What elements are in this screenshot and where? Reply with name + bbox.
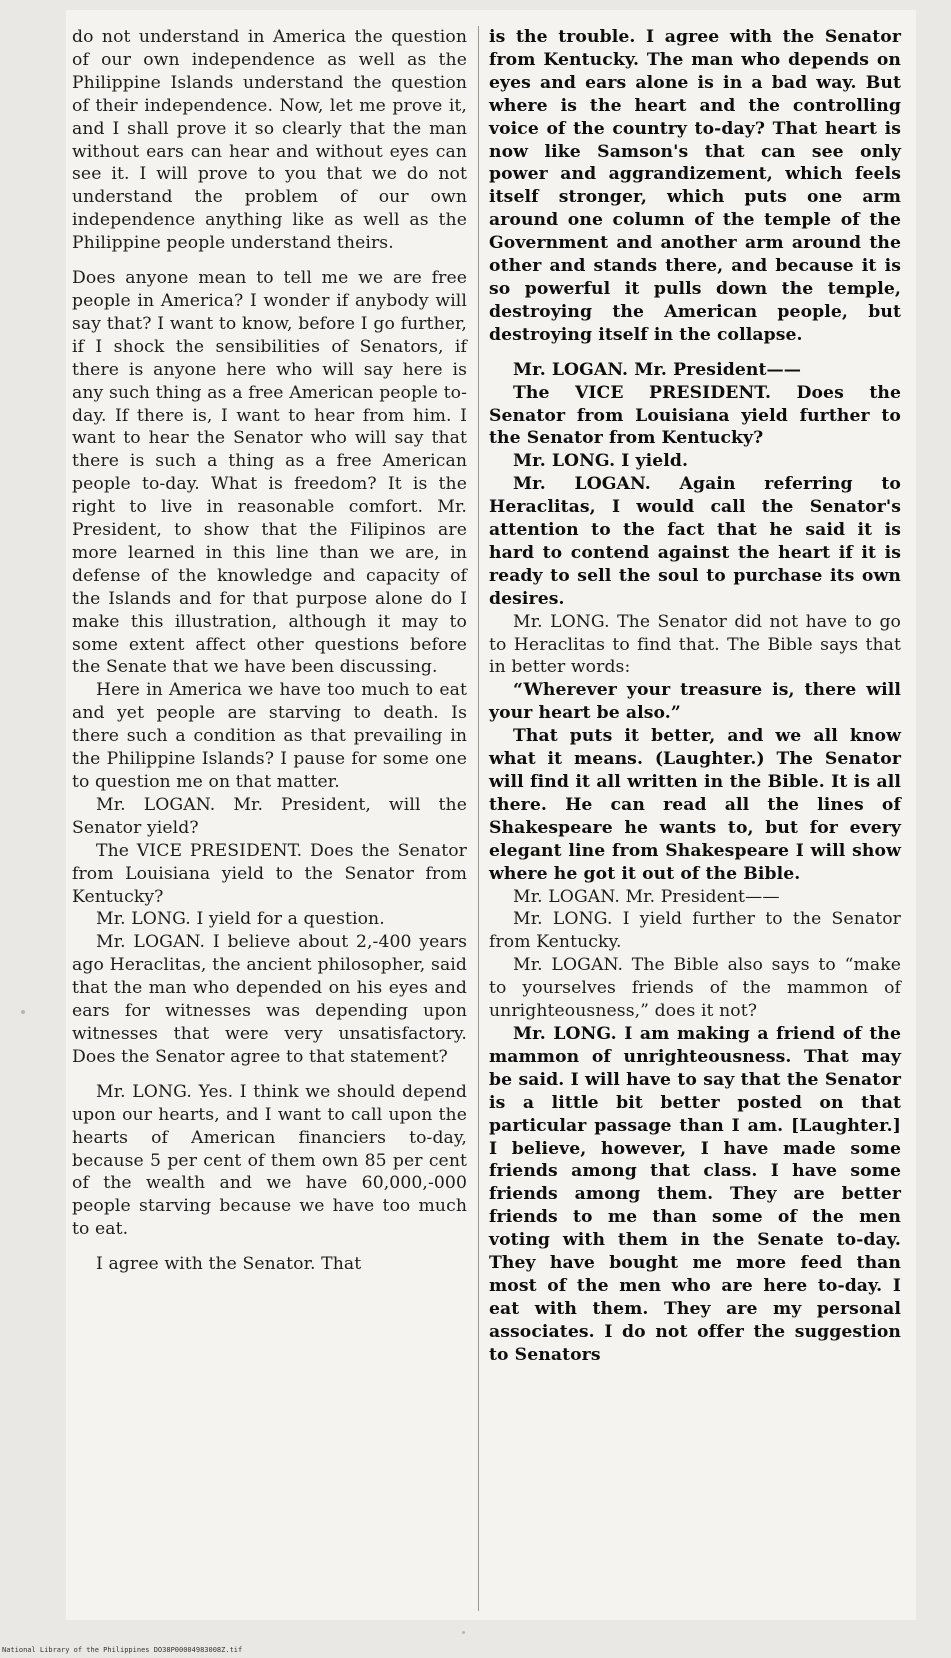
paragraph: Here in America we have too much to eat and yet people are starving to death. Is there such a condition as that prevailing in the Philippine Islands? I pause for some one to question me on that matter. [72,680,467,792]
paragraph: Mr. LONG. Yes. I think we should depend upon our hearts, and I want to call upon the hearts of American financiers to-day, because 5 per cent of them own 85 per cent of the wealth and we have 60,000,-000 people starving because we have too much to eat. [72,1081,467,1240]
newspaper-clipping [66,10,916,1620]
paragraph: Mr. LONG. I yield further to the Senator from Kentucky. [489,909,901,953]
paragraph: “Wherever your treasure is, there will your heart be also.” [489,680,901,724]
paragraph: The VICE PRESIDENT. Does the Senator from Louisiana yield to the Senator from Kentucky? [72,840,467,907]
scan-caption: National Library of the Philippines DO38P00004983008Z.tif [2,1646,243,1654]
scan-speck [21,1010,25,1014]
paragraph: Mr. LOGAN. Mr. President, will the Senator yield? [72,794,467,838]
paragraph: Mr. LOGAN. I believe about 2,-400 years ago Heraclitas, the ancient philosopher, said that the man who depended on his eyes and ears for witnesses was depending upon witnesses that were very unsatisfactory. Does the Senator agree to that statement? [72,932,467,1067]
paragraph: Mr. LONG. I yield for a question. [96,909,385,930]
right-column [489,26,901,1367]
paragraph: do not understand in America the question of our own independence as well as the Philippine Islands understand the question of their independence. Now, let me prove it, and I shall prove it so clearly that the man without ears can hear and without eyes can see it. I will prove to you that we do not understand the problem of our own independence anything like as well as the Philippine people understand theirs. [72,27,467,254]
paragraph: I agree with the Senator. That [96,1254,362,1275]
paragraph: Does anyone mean to tell me we are free people in America? I wonder if anybody will say that? I want to know, before I go further, if I shock the sensibilities of Senators, if there is anyone here who will say here is any such thing as a free American people to-day. If there is, I want to hear from him. I want to hear the Senator who will say that there is such a thing as a free American people to-day. What is freedom? It is the right to live in reasonable comfort. Mr. President, to show that the Filipinos are more learned in this line than we are, in defense of the knowledge and capacity of the Islands and for that purpose alone do I make this illustration, although it may to some extent affect other questions before the Senate that we have been discussing. [72,268,467,678]
paragraph: The VICE PRESIDENT. Does the Senator from Louisiana yield further to the Senator from Kentucky? [489,382,901,449]
paragraph: is the trouble. I agree with the Senator from Kentucky. The man who depends on eyes and ears alone is in a bad way. But where is the heart and the controlling voice of the country to-day? That heart is now like Samson's that can see only power and aggrandizement, which feels itself stronger, which puts one arm around one column of the temple of the Government and another arm around the other and stands there, and because it is so powerful it pulls down the temple, destroying the American people, but destroying itself in the collapse. [489,27,901,345]
paragraph: Mr. LOGAN. Again referring to Heraclitas, I would call the Senator's attention to the fact that he said it is hard to contend against the heart if it is ready to sell the soul to purchase its own desires. [489,474,901,609]
left-column [72,26,467,1276]
paragraph: Mr. LONG. I am making a friend of the mammon of unrighteousness. That may be said. I will have to say that the Senator is a little bit better posted on that particular passage than I am. [Laughter.] I believe, however, I have made some friends among that class. I have some friends among them. They are better friends to me than some of the men voting with them in the Senate to-day. They have bought me more feed than most of the men who are here to-day. I eat with them. They are my personal associates. I do not offer the suggestion to Senators [489,1023,901,1365]
scan-speck [462,1631,465,1634]
paragraph: Mr. LOGAN. Mr. President—— [513,359,802,380]
column-divider [478,26,479,1611]
paragraph: Mr. LOGAN. The Bible also says to “make to yourselves friends of the mammon of unrighteousness,” does it not? [489,955,901,1022]
paragraph: That puts it better, and we all know what it means. (Laughter.) The Senator will find it all written in the Bible. It is all there. He can read all the lines of Shakespeare he wants to, but for every elegant line from Shakespeare I will show where he got it out of the Bible. [489,726,901,884]
paragraph: Mr. LONG. I yield. [513,451,689,472]
paragraph: Mr. LOGAN. Mr. President—— [513,886,780,907]
paragraph: Mr. LONG. The Senator did not have to go to Heraclitas to find that. The Bible says that in better words: [489,611,901,678]
